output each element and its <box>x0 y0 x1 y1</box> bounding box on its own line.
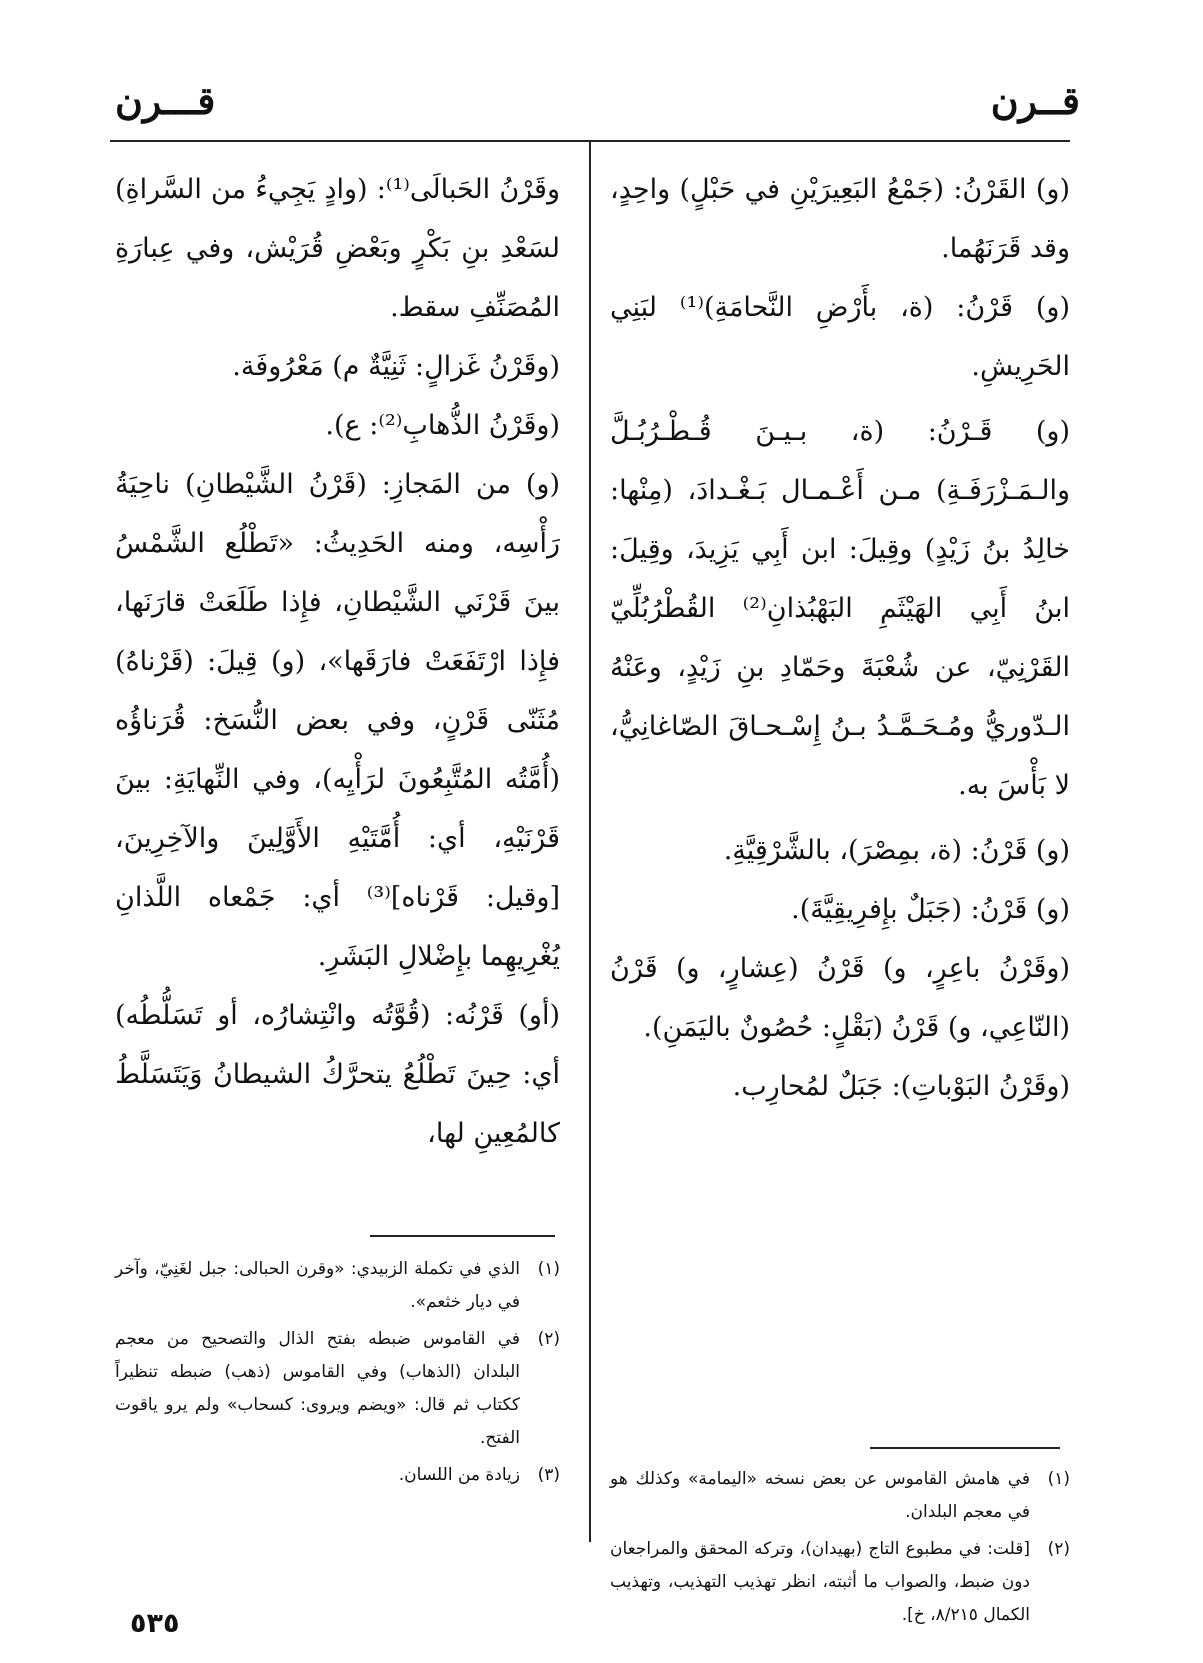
footnote-number: (١) <box>537 1259 560 1279</box>
page-header <box>100 70 1100 140</box>
footnote <box>115 1459 560 1492</box>
footnote <box>115 1323 560 1455</box>
entry-paragraph: (وقَرْنُ باعِرٍ، و) قَرْنُ (عِشارٍ، و) قَرْنُ (النّاعِي، و) قَرْنُ (بَقْلٍ: حُصُونٌ باليَمَنِ). <box>610 953 1070 1043</box>
footnote-number: (٢) <box>537 1329 560 1349</box>
entry-paragraph: (و) من المَجازِ: (قَرْنُ الشَّيْطانِ) ناحِيَةُ رَأْسِه، ومنه الحَدِيثُ: «تَطْلُع الشَّمْسُ بينَ قَرْنَي الشَّيْطانِ، فإِذا طَلَعَتْ قارَنَها، فإِذا ارْتَفَعَتْ فارَقَها»، (و) قِيلَ: (قَرْناهُ) مُثَنّى قَرْنٍ، وفي بعض النُّسَخ: قُرَناؤُه (أُمَّتُه المُتَّبِعُونَ لرَأْيِه)، وفي النِّهايَةِ: بينَ قَرْنَيْهِ، أي: أُمَّتَيْهِ الأَوَّلِينَ والآخِرِينَ، [وقيل: قَرْناه]⁽³⁾ أي: جَمْعاه اللَّذانِ يُغْرِيهِما بإِضْلالِ البَشَرِ. <box>115 469 560 972</box>
footnote <box>610 1463 1070 1529</box>
entry-paragraph: (و) قَرْنُ: (جَبَلٌ بإِفرِيقِيَّةَ). <box>791 894 1070 925</box>
entry-paragraph: (و) قَرْنُ: (ة، بمِصْرَ)، بالشَّرْقِيَّةِ. <box>723 835 1070 866</box>
right-column <box>610 160 1070 1116</box>
footnote-text: في القاموس ضبطه بفتح الذال والتصحيح من معجم البلدان (الذهاب) وفي القاموس (ذهب) ضبطه تنظيراً ككتاب ثم قال: «ويضم ويروى: كسحاب» ولم يرو ياقوت الفتح. <box>115 1329 520 1448</box>
footnote-number: (١) <box>1047 1469 1070 1489</box>
footnote-text: في هامش القاموس عن بعض نسخه «اليمامة» وكذلك هو في معجم البلدان. <box>610 1469 1030 1522</box>
footnote-number: (٣) <box>537 1465 560 1485</box>
entry-paragraph: (وقَرْنُ الذُّهابِ⁽²⁾: ع). <box>325 410 560 441</box>
footnotes-left <box>115 1253 560 1496</box>
entry-paragraph: (و) القَرْنُ: (جَمْعُ البَعِيرَيْنِ في حَبْلٍ) واحِدٍ، وقد قَرَنَهُما. <box>610 174 1070 264</box>
entry-paragraph: (وقَرْنُ غَزالٍ: ثَنِيَّةٌ م) مَعْرُوفَة. <box>232 351 560 382</box>
footnote <box>610 1533 1070 1632</box>
entry-paragraph: (و) قَرْنُ: (ة، بأَرْضِ النَّحامَةِ)⁽¹⁾ لبَنِي الحَرِيشِ. <box>610 292 1070 382</box>
footnotes-right <box>610 1463 1070 1636</box>
footnote-rule-right <box>870 1447 1060 1449</box>
entry-paragraph: وقَرْنُ الحَبالَى⁽¹⁾: (وادٍ يَجِيءُ من السَّراةِ) لسَعْدِ بنِ بَكْرٍ وبَعْضِ قُرَيْش، وفي عِبارَةِ المُصَنِّفِ سقط. <box>115 174 560 323</box>
footnote-text: الذي في تكملة الزبيدي: «وقرن الحبالى: جبل لغَنِيّ، وآخر في ديار خثعم». <box>115 1259 520 1312</box>
header-root-left: قـــرن <box>115 78 216 123</box>
column-divider <box>589 142 591 1542</box>
entry-paragraph: (أو) قَرْنُه: (قُوَّتُه وانْتِشارُه، أو تَسَلُّطُه) أي: حِينَ تَطْلُعُ يتحرَّكُ الشيطانُ وَيَتَسَلَّطُ كالمُعِينِ لها، <box>115 1000 560 1149</box>
left-column <box>115 160 560 1163</box>
footnote-text: زيادة من اللسان. <box>398 1465 520 1485</box>
footnote-number: (٢) <box>1047 1539 1070 1559</box>
footnote-text: [قلت: في مطبوع التاج (بهيدان)، وتركه المحقق والمراجعان دون ضبط، والصواب ما أثبته، انظر تهذيب التهذيب، وتهذيب الكمال ٨/٢١٥، خ]. <box>610 1539 1030 1625</box>
header-root-right: قــرن <box>990 78 1080 123</box>
entry-paragraph: (وقَرْنُ البَوْباتِ): جَبَلٌ لمُحارِب. <box>732 1071 1070 1102</box>
page-number: ٥٣٥ <box>130 1608 180 1639</box>
footnote-rule-left <box>370 1235 555 1237</box>
footnote <box>115 1253 560 1319</box>
entry-paragraph: (و) قَـرْنُ: (ة، بـيـنَ قُـطْـرُبُـلَّ والـمَـزْرَفَـةِ) مـن أَعْـمـال بَـغْـدادَ، (مِنْها: خالِدُ بنُ زَيْدٍ) وقِيلَ: ابن أَبِي يَزِيدَ، وقِيلَ: ابنُ أَبِي الهَيْثَمِ البَهْبُذانِ⁽²⁾ القُطْرُبُلِّيّ القَرْنِيّ، عن شُعْبَةَ وحَمّادِ بنِ زَيْدٍ، وعَنْهُ الـدّوريُّ ومُـحَـمَّـدُ بـنُ إِسْـحـاقَ الصّاغانِيُّ، لا بَأْسَ به. <box>610 416 1070 801</box>
